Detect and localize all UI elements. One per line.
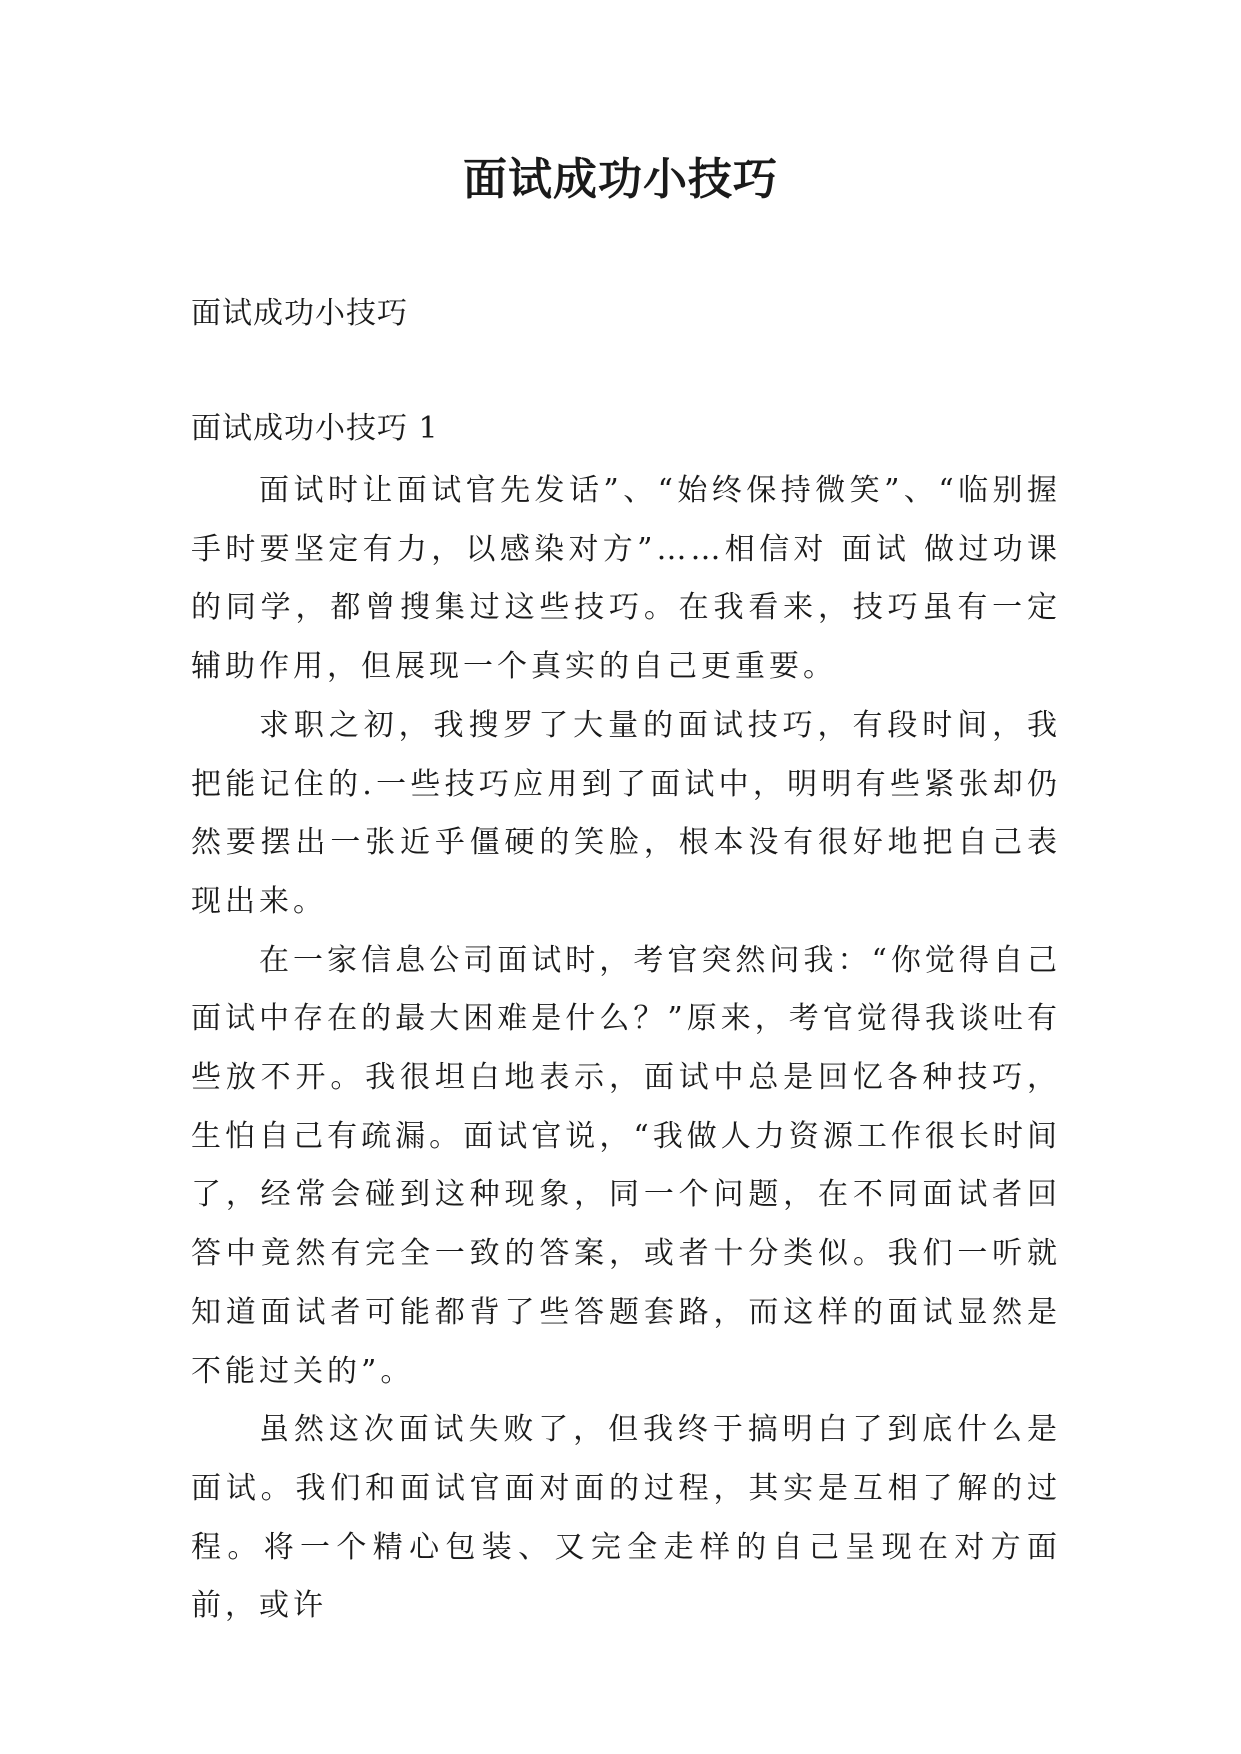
paragraph: 面试时让面试官先发话”、“始终保持微笑”、“临别握手时要坚定有力，以感染对方”……相信对 面试 做过功课的同学，都曾搜集过这些技巧。在我看来，技巧虽有一定辅助作用，但展现一个真实的自己更重要。 xyxy=(191,473,1061,685)
paragraph: 虽然这次面试失败了，但我终于搞明白了到底什么是面试。我们和面试官面对面的过程，其实是互相了解的过程。将一个精心包装、又完全走样的自己呈现在对方面前，或许 xyxy=(191,1412,1061,1624)
paragraph: 求职之初，我搜罗了大量的面试技巧，有段时间，我把能记住的.一些技巧应用到了面试中，明明有些紧张却仍然要摆出一张近乎僵硬的笑脸，根本没有很好地把自己表现出来。 xyxy=(191,707,1061,919)
document-title: 面试成功小技巧 xyxy=(463,154,778,205)
section-heading: 面试成功小技巧 1 xyxy=(191,411,439,446)
paragraph: 在一家信息公司面试时，考官突然问我：“你觉得自己面试中存在的最大困难是什么？”原来，考官觉得我谈吐有些放不开。我很坦白地表示，面试中总是回忆各种技巧，生怕自己有疏漏。面试官说，“我做人力资源工作很长时间了，经常会碰到这种现象，同一个问题，在不同面试者回答中竟然有完全一致的答案，或者十分类似。我们一听就知道面试者可能都背了些答题套路，而这样的面试显然是不能过关的”。 xyxy=(191,942,1061,1389)
article-body xyxy=(191,462,1061,1636)
document-subtitle: 面试成功小技巧 xyxy=(191,296,408,331)
